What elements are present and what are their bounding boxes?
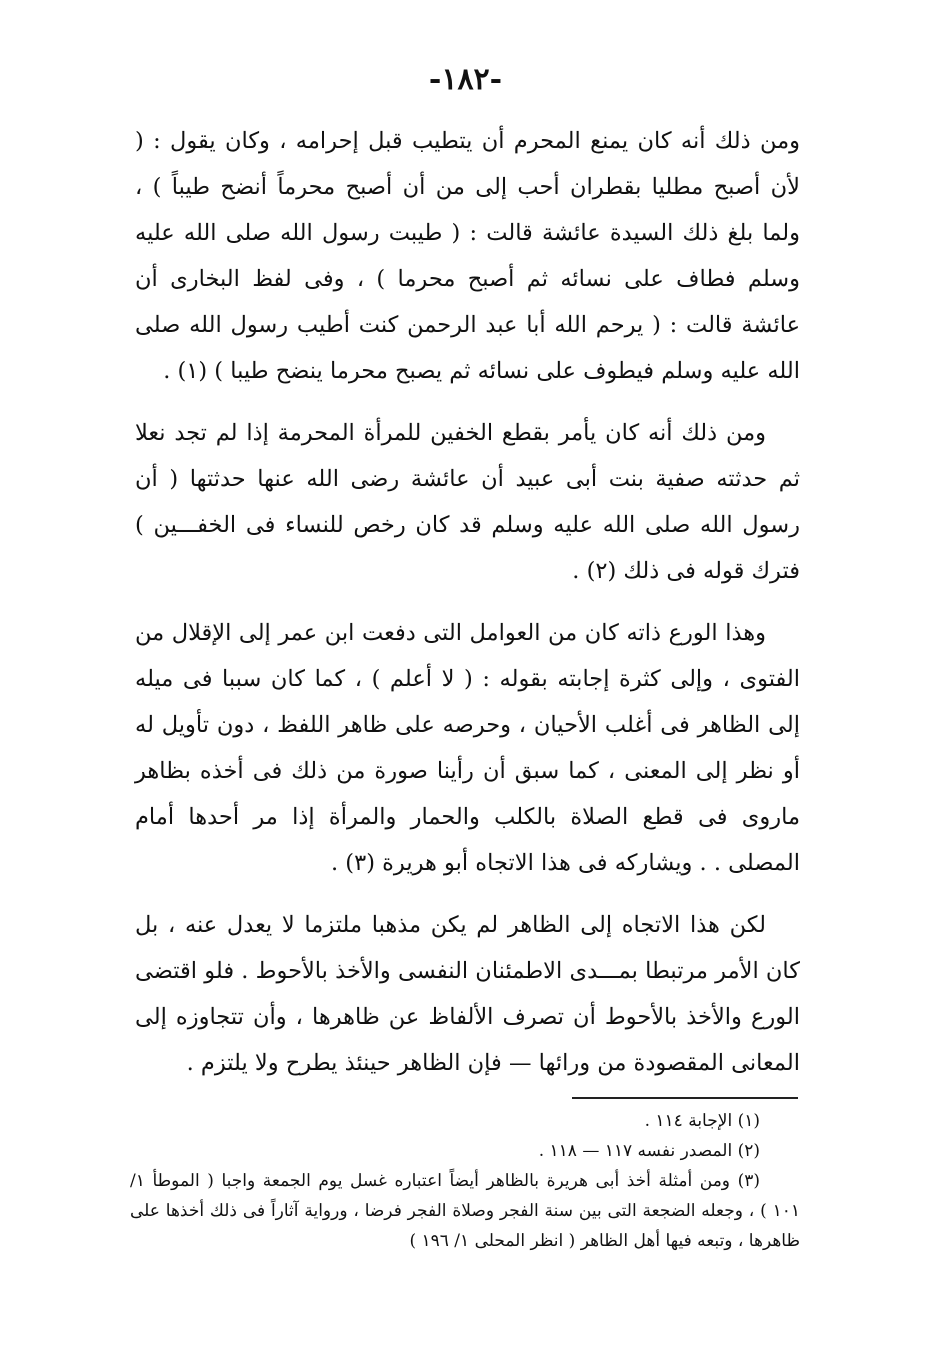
paragraph-2: ومن ذلك أنه كان يأمر بقطع الخفين للمرأة المحرمة إذا لم تجد نعلا ثم حدثته صفية بنت أبى عبيد أن عائشة رضى الله عنها حدثتها ( أن رسول الله صلى الله عليه وسلم قد كان رخص للنساء فى الخفـــين ) فترك قوله فى ذلك (٢) . — [135, 420, 800, 584]
footnotes — [130, 1106, 800, 1256]
paragraph-3: وهذا الورع ذاته كان من العوامل التى دفعت ابن عمر إلى الإقلال من الفتوى ، وإلى كثرة إجابته بقوله : ( لا أعلم ) ، كما كان سببا فى ميله إلى الظاهر فى أغلب الأحيان ، وحرصه على ظاهر اللفظ ، دون تأويل له أو نظر إلى المعنى ، كما سبق أن رأينا صورة من ذلك فى أخذه بظاهر ماروى فى قطع الصلاة بالكلب والحمار والمرأة إذا مر أحدها أمام المصلى . . ويشاركه فى هذا الاتجاه أبو هريرة (٣) . — [135, 620, 800, 876]
footnote-separator — [572, 1097, 798, 1099]
paragraph-4: لكن هذا الاتجاه إلى الظاهر لم يكن مذهبا ملتزما لا يعدل عنه ، بل كان الأمر مرتبطا بمـــدى الاطمئنان النفسى والأخذ بالأحوط . فلو اقتضى الورع والأخذ بالأحوط أن تصرف الألفاظ عن ظاهرها ، وأن تتجاوزه إلى المعانى المقصودة من ورائها — فإن الظاهر حينئذ يطرح ولا يلتزم . — [135, 912, 800, 1076]
page-number: -١٨٢- — [428, 62, 503, 97]
footnote-1: (١) الإجابة ١١٤ . — [644, 1111, 760, 1131]
footnote-3: (٣) ومن أمثلة أخذ أبى هريرة بالظاهر أيضاً اعتباره غسل يوم الجمعة واجبا ( الموطأ ١/ ١٠١ ) ، وجعله الضجعة التى بين سنة الفجر وصلاة الفجر فرضا ، ورواية آثاراً فى ذلك أخذها على ظاهرها ، وتبعه فيها أهل الظاهر ( انظر المحلى ١/ ١٩٦ ) — [130, 1171, 800, 1251]
footnote-2: (٢) المصدر نفسه ١١٧ — ١١٨ . — [538, 1141, 760, 1161]
main-text — [135, 118, 800, 1102]
paragraph-1: ومن ذلك أنه كان يمنع المحرم أن يتطيب قبل إحرامه ، وكان يقول : ( لأن أصبح مطليا بقطران أحب إلى من أن أصبح محرماً أنضح طيباً ) ، ولما بلغ ذلك السيدة عائشة قالت : ( طيبت رسول الله صلى الله عليه وسلم فطاف على نسائه ثم أصبح محرما ) ، وفى لفظ البخارى أن عائشة قالت : ( يرحم الله أبا عبد الرحمن كنت أطيب رسول الله صلى الله عليه وسلم فيطوف على نسائه ثم يصبح محرما ينضح طيبا ) (١) . — [135, 128, 800, 384]
